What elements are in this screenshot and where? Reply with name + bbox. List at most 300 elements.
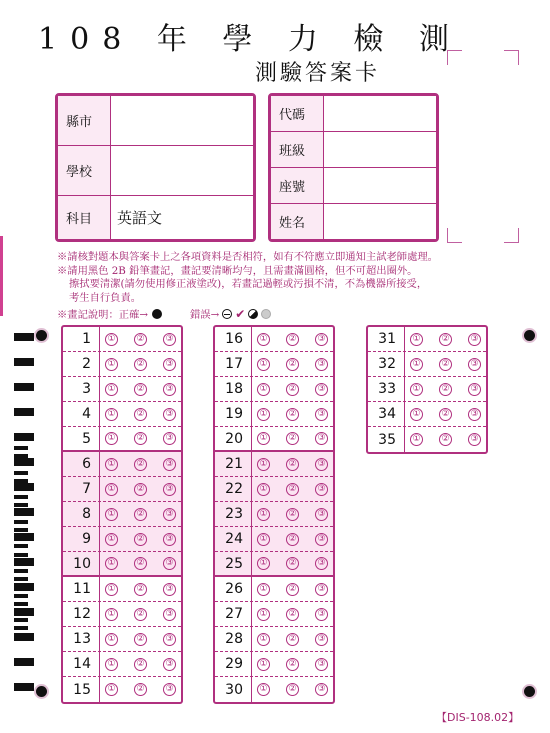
question-number: 16	[225, 331, 243, 347]
answer-bubble-3[interactable]: ③	[163, 358, 176, 371]
timing-tick	[14, 495, 28, 499]
option-group	[257, 408, 328, 421]
row-divider	[251, 327, 252, 351]
answer-bubble-2[interactable]: ②	[134, 383, 147, 396]
timing-tick	[14, 454, 28, 458]
answer-bubble-3[interactable]: ③	[315, 658, 328, 671]
question-row	[63, 477, 181, 502]
question-row	[63, 377, 181, 402]
option-group	[410, 408, 481, 421]
answer-bubble-2[interactable]: ②	[134, 533, 147, 546]
answer-bubble-1[interactable]: ①	[257, 583, 270, 596]
info-value-name[interactable]	[324, 204, 437, 240]
answer-bubble-1[interactable]: ①	[257, 408, 270, 421]
question-row	[215, 577, 333, 602]
timing-tick	[14, 471, 28, 475]
timing-tick	[14, 479, 28, 483]
row-divider	[251, 652, 252, 676]
answer-bubble-3[interactable]: ③	[468, 433, 481, 446]
answer-bubble-1[interactable]: ①	[257, 432, 270, 445]
timing-tick	[14, 585, 28, 589]
answer-bubble-3[interactable]: ③	[315, 608, 328, 621]
timing-mark	[14, 358, 34, 366]
question-row	[215, 527, 333, 552]
answer-bubble-3[interactable]: ③	[163, 557, 176, 570]
answer-bubble-3[interactable]: ③	[315, 358, 328, 371]
question-row	[63, 352, 181, 377]
timing-mark	[14, 658, 34, 666]
answer-bubble-3[interactable]: ③	[163, 608, 176, 621]
answer-bubble-3[interactable]: ③	[163, 683, 176, 696]
question-number: 21	[225, 456, 243, 472]
option-group	[105, 658, 176, 671]
answer-bubble-2[interactable]: ②	[286, 633, 299, 646]
row-divider	[404, 352, 405, 376]
answer-bubble-1[interactable]: ①	[105, 683, 118, 696]
info-value-code[interactable]	[324, 96, 437, 132]
answer-bubble-3[interactable]: ③	[163, 658, 176, 671]
row-divider	[99, 602, 100, 626]
answer-bubble-2[interactable]: ②	[134, 358, 147, 371]
filled-circle-icon	[152, 309, 162, 319]
timing-tick	[14, 594, 28, 598]
answer-bubble-1[interactable]: ①	[105, 358, 118, 371]
question-number: 15	[73, 681, 91, 698]
instruction-line-2: ※請用黑色 2B 鉛筆畫記，畫記要清晰均勻，且需畫滿圓格，但不可超出圈外。	[57, 264, 418, 277]
question-number: 28	[225, 631, 243, 647]
row-divider	[251, 502, 252, 526]
row-divider	[99, 452, 100, 476]
registration-corner-bl	[447, 228, 462, 243]
question-number: 4	[82, 406, 91, 422]
row-divider	[99, 327, 100, 351]
question-row	[215, 352, 333, 377]
answer-bubble-1[interactable]: ①	[257, 658, 270, 671]
answer-bubble-1[interactable]: ①	[105, 658, 118, 671]
info-label-name: 姓名	[271, 204, 324, 240]
answer-bubble-1[interactable]: ①	[257, 358, 270, 371]
option-group	[257, 533, 328, 546]
option-group	[410, 358, 481, 371]
option-group	[257, 557, 328, 570]
answer-bubble-2[interactable]: ②	[286, 383, 299, 396]
answer-bubble-1[interactable]: ①	[257, 333, 270, 346]
question-row	[215, 677, 333, 702]
question-row	[63, 527, 181, 552]
question-number: 2	[82, 356, 91, 372]
question-number: 32	[378, 356, 396, 372]
answer-bubble-2[interactable]: ②	[134, 557, 147, 570]
info-label-code: 代碼	[271, 96, 324, 132]
row-divider	[99, 352, 100, 376]
answer-bubble-1[interactable]: ①	[105, 432, 118, 445]
answer-bubble-3[interactable]: ③	[315, 683, 328, 696]
row-divider	[251, 402, 252, 426]
question-row	[63, 552, 181, 577]
question-number: 10	[73, 555, 91, 572]
question-number: 35	[378, 431, 396, 448]
answer-bubble-3[interactable]: ③	[163, 383, 176, 396]
question-number: 26	[225, 581, 243, 597]
row-divider	[251, 427, 252, 450]
answer-bubble-3[interactable]: ③	[468, 408, 481, 421]
timing-tick	[14, 544, 28, 548]
question-number: 8	[82, 506, 91, 522]
question-row	[63, 677, 181, 702]
question-number: 1	[82, 331, 91, 347]
answer-bubble-3[interactable]: ③	[315, 458, 328, 471]
info-value-county[interactable]	[111, 96, 254, 146]
question-row	[368, 377, 486, 402]
timing-tick	[14, 610, 28, 614]
answer-bubble-2[interactable]: ②	[286, 408, 299, 421]
answer-bubble-3[interactable]: ③	[315, 483, 328, 496]
question-number: 29	[225, 656, 243, 672]
answer-bubble-1[interactable]: ①	[410, 358, 423, 371]
option-group	[105, 408, 176, 421]
timing-tick	[14, 602, 28, 606]
answer-bubble-1[interactable]: ①	[105, 333, 118, 346]
option-group	[105, 508, 176, 521]
timing-mark	[14, 633, 34, 641]
row-divider	[404, 327, 405, 351]
light-filled-circle-icon	[261, 309, 271, 319]
answer-bubble-2[interactable]: ②	[286, 432, 299, 445]
answer-bubble-2[interactable]: ②	[286, 658, 299, 671]
info-label-seat: 座號	[271, 168, 324, 204]
question-number: 3	[82, 381, 91, 397]
timing-tick	[14, 520, 28, 524]
answer-bubble-1[interactable]: ①	[105, 408, 118, 421]
timing-tick	[14, 462, 28, 466]
option-group	[257, 583, 328, 596]
question-row	[63, 427, 181, 452]
row-divider	[99, 677, 100, 702]
legend-correct-label: ※畫記說明：正確→	[57, 309, 149, 321]
answer-bubble-3[interactable]: ③	[163, 483, 176, 496]
answer-bubble-2[interactable]: ②	[134, 408, 147, 421]
row-divider	[251, 527, 252, 551]
answer-bubble-3[interactable]: ③	[163, 508, 176, 521]
answer-bubble-3[interactable]: ③	[163, 408, 176, 421]
answer-bubble-1[interactable]: ①	[105, 608, 118, 621]
answer-bubble-2[interactable]: ②	[134, 658, 147, 671]
timing-tick	[14, 528, 28, 532]
row-divider	[99, 377, 100, 401]
answer-bubble-2[interactable]: ②	[286, 557, 299, 570]
answer-bubble-1[interactable]: ①	[105, 483, 118, 496]
question-number: 31	[378, 331, 396, 347]
answer-bubble-3[interactable]: ③	[315, 408, 328, 421]
registration-corner-tr	[504, 50, 519, 65]
answer-bubble-1[interactable]: ①	[257, 633, 270, 646]
answer-bubble-2[interactable]: ②	[134, 608, 147, 621]
option-group	[410, 333, 481, 346]
question-row	[63, 452, 181, 477]
question-row	[215, 602, 333, 627]
row-divider	[251, 677, 252, 702]
row-divider	[251, 552, 252, 575]
alignment-hole-tl	[36, 330, 47, 341]
marking-legend	[57, 306, 271, 321]
timing-tick	[14, 503, 28, 507]
answer-bubble-1[interactable]: ①	[105, 383, 118, 396]
question-row	[215, 477, 333, 502]
info-value-subject[interactable]: 英語文	[111, 196, 254, 240]
answer-column-3	[366, 325, 488, 454]
option-group	[105, 583, 176, 596]
question-row	[368, 402, 486, 427]
answer-bubble-3[interactable]: ③	[468, 333, 481, 346]
timing-tick	[14, 487, 28, 491]
answer-bubble-3[interactable]: ③	[468, 358, 481, 371]
alignment-hole-tr	[524, 330, 535, 341]
question-row	[63, 602, 181, 627]
answer-bubble-2[interactable]: ②	[134, 683, 147, 696]
option-group	[257, 383, 328, 396]
option-group	[257, 508, 328, 521]
answer-bubble-1[interactable]: ①	[257, 533, 270, 546]
answer-bubble-3[interactable]: ③	[163, 458, 176, 471]
option-group	[105, 557, 176, 570]
timing-mark	[14, 683, 34, 691]
question-number: 24	[225, 531, 243, 547]
question-row	[215, 377, 333, 402]
timing-mark	[14, 433, 34, 441]
page-title: 108 年 學 力 檢 測	[38, 22, 462, 57]
answer-bubble-1[interactable]: ①	[410, 383, 423, 396]
row-divider	[99, 627, 100, 651]
info-label-school: 學校	[58, 146, 111, 196]
answer-bubble-3[interactable]: ③	[315, 583, 328, 596]
row-divider	[99, 402, 100, 426]
answer-bubble-1[interactable]: ①	[257, 683, 270, 696]
row-divider	[99, 577, 100, 601]
answer-column-1	[61, 325, 183, 704]
right-info-box	[268, 93, 439, 242]
question-number: 7	[82, 481, 91, 497]
answer-bubble-1[interactable]: ①	[105, 533, 118, 546]
option-group	[105, 483, 176, 496]
answer-bubble-2[interactable]: ②	[286, 608, 299, 621]
answer-bubble-3[interactable]: ③	[315, 432, 328, 445]
option-group	[257, 483, 328, 496]
answer-bubble-2[interactable]: ②	[134, 483, 147, 496]
instruction-line-1: ※請核對題本與答案卡上之各項資料是否相符，如有不符應立即通知主試老師處理。	[57, 251, 438, 263]
answer-bubble-1[interactable]: ①	[105, 458, 118, 471]
question-row	[63, 627, 181, 652]
answer-bubble-1[interactable]: ①	[410, 433, 423, 446]
info-label-county: 縣市	[58, 96, 111, 146]
instruction-line-3: 擦拭要清潔(請勿使用修正液塗改)，若畫記過輕或污損不清，不為機器所接受，	[69, 278, 428, 290]
row-divider	[404, 427, 405, 452]
question-row	[215, 327, 333, 352]
answer-bubble-2[interactable]: ②	[134, 583, 147, 596]
question-number: 18	[225, 381, 243, 397]
row-divider	[99, 427, 100, 450]
answer-bubble-2[interactable]: ②	[439, 333, 452, 346]
info-label-subject: 科目	[58, 196, 111, 240]
answer-bubble-2[interactable]: ②	[134, 508, 147, 521]
question-number: 23	[225, 506, 243, 522]
question-row	[63, 327, 181, 352]
answer-bubble-2[interactable]: ②	[439, 408, 452, 421]
answer-bubble-1[interactable]: ①	[105, 557, 118, 570]
question-number: 6	[82, 456, 91, 472]
timing-tick	[14, 577, 28, 581]
answer-bubble-2[interactable]: ②	[439, 358, 452, 371]
left-info-box	[55, 93, 256, 242]
instruction-line-4: 考生自行負責。	[69, 291, 142, 304]
option-group	[257, 432, 328, 445]
edge-strip	[0, 236, 3, 316]
option-group	[257, 658, 328, 671]
question-row	[368, 352, 486, 377]
answer-bubble-2[interactable]: ②	[134, 633, 147, 646]
answer-bubble-1[interactable]: ①	[410, 408, 423, 421]
answer-bubble-3[interactable]: ③	[163, 432, 176, 445]
timing-tick	[14, 446, 28, 450]
answer-bubble-2[interactable]: ②	[286, 483, 299, 496]
instructions	[57, 251, 527, 305]
answer-bubble-2[interactable]: ②	[286, 583, 299, 596]
legend-wrong-label: 錯誤→	[190, 309, 220, 321]
answer-bubble-2[interactable]: ②	[134, 432, 147, 445]
row-divider	[99, 527, 100, 551]
question-number: 12	[73, 606, 91, 622]
answer-bubble-1[interactable]: ①	[105, 583, 118, 596]
answer-bubble-2[interactable]: ②	[134, 458, 147, 471]
answer-bubble-1[interactable]: ①	[105, 633, 118, 646]
option-group	[257, 358, 328, 371]
info-label-class: 班級	[271, 132, 324, 168]
info-value-school[interactable]	[111, 146, 254, 196]
question-number: 30	[225, 681, 243, 698]
option-group	[410, 383, 481, 396]
question-number: 19	[225, 406, 243, 422]
question-row	[215, 402, 333, 427]
answer-bubble-3[interactable]: ③	[315, 633, 328, 646]
row-divider	[251, 477, 252, 501]
option-group	[257, 333, 328, 346]
answer-bubble-2[interactable]: ②	[286, 458, 299, 471]
answer-bubble-3[interactable]: ③	[315, 383, 328, 396]
row-divider	[251, 602, 252, 626]
half-filled-circle-icon	[248, 309, 258, 319]
answer-bubble-3[interactable]: ③	[468, 383, 481, 396]
info-value-class[interactable]	[324, 132, 437, 168]
crossed-circle-icon	[222, 309, 232, 319]
question-number: 20	[225, 430, 243, 447]
option-group	[105, 608, 176, 621]
answer-bubble-2[interactable]: ②	[286, 333, 299, 346]
option-group	[105, 633, 176, 646]
timing-tick	[14, 512, 28, 516]
option-group	[105, 383, 176, 396]
answer-bubble-1[interactable]: ①	[257, 383, 270, 396]
option-group	[257, 458, 328, 471]
row-divider	[251, 352, 252, 376]
option-group	[105, 533, 176, 546]
question-number: 5	[82, 430, 91, 447]
timing-mark	[14, 383, 34, 391]
answer-bubble-3[interactable]: ③	[163, 533, 176, 546]
option-group	[105, 358, 176, 371]
question-number: 27	[225, 606, 243, 622]
question-number: 9	[82, 531, 91, 547]
question-row	[215, 552, 333, 577]
question-number: 11	[73, 581, 91, 597]
question-row	[215, 627, 333, 652]
row-divider	[404, 402, 405, 426]
question-row	[215, 452, 333, 477]
answer-bubble-3[interactable]: ③	[315, 333, 328, 346]
alignment-hole-br	[524, 686, 535, 697]
timing-mark	[14, 408, 34, 416]
answer-bubble-1[interactable]: ①	[257, 483, 270, 496]
question-row	[63, 577, 181, 602]
answer-bubble-1[interactable]: ①	[257, 508, 270, 521]
option-group	[257, 633, 328, 646]
answer-bubble-3[interactable]: ③	[163, 583, 176, 596]
answer-bubble-1[interactable]: ①	[105, 508, 118, 521]
timing-tick	[14, 553, 28, 557]
answer-bubble-2[interactable]: ②	[286, 508, 299, 521]
answer-bubble-2[interactable]: ②	[286, 683, 299, 696]
answer-bubble-3[interactable]: ③	[315, 533, 328, 546]
info-value-seat[interactable]	[324, 168, 437, 204]
answer-bubble-1[interactable]: ①	[257, 557, 270, 570]
answer-bubble-2[interactable]: ②	[286, 358, 299, 371]
question-row	[215, 652, 333, 677]
timing-tick	[14, 536, 28, 540]
question-row	[63, 652, 181, 677]
timing-tick	[14, 561, 28, 565]
question-row	[368, 427, 486, 452]
option-group	[105, 333, 176, 346]
answer-bubble-1[interactable]: ①	[257, 608, 270, 621]
answer-bubble-3[interactable]: ③	[315, 557, 328, 570]
option-group	[410, 433, 481, 446]
answer-bubble-2[interactable]: ②	[134, 333, 147, 346]
question-number: 22	[225, 481, 243, 497]
row-divider	[251, 452, 252, 476]
answer-bubble-1[interactable]: ①	[410, 333, 423, 346]
timing-tick	[14, 626, 28, 630]
option-group	[105, 432, 176, 445]
question-number: 25	[225, 555, 243, 572]
answer-bubble-2[interactable]: ②	[286, 533, 299, 546]
answer-bubble-3[interactable]: ③	[163, 633, 176, 646]
answer-bubble-3[interactable]: ③	[315, 508, 328, 521]
question-row	[63, 402, 181, 427]
option-group	[105, 683, 176, 696]
answer-bubble-1[interactable]: ①	[257, 458, 270, 471]
answer-bubble-2[interactable]: ②	[439, 433, 452, 446]
alignment-hole-bl	[36, 686, 47, 697]
question-number: 17	[225, 356, 243, 372]
answer-bubble-3[interactable]: ③	[163, 333, 176, 346]
question-row	[63, 502, 181, 527]
row-divider	[404, 377, 405, 401]
row-divider	[99, 502, 100, 526]
page-subtitle: 測驗答案卡	[255, 61, 381, 86]
question-number: 33	[378, 381, 396, 397]
option-group	[257, 683, 328, 696]
option-group	[257, 608, 328, 621]
answer-bubble-2[interactable]: ②	[439, 383, 452, 396]
timing-tick	[14, 569, 28, 573]
